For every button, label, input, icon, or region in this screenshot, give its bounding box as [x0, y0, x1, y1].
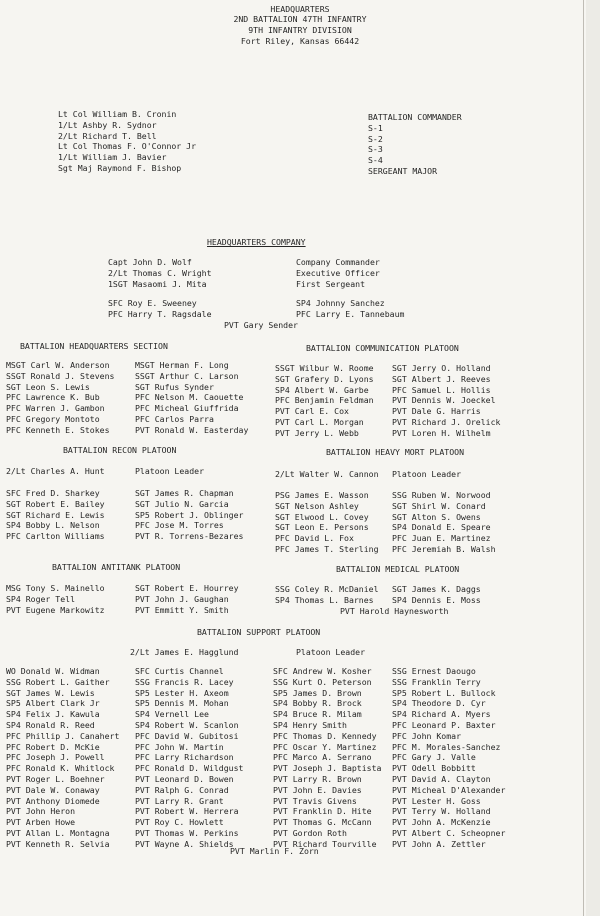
roster-entry: PVT Eugene Markowitz	[6, 604, 105, 615]
staff-name: 1/Lt Ashby R. Sydnor	[58, 119, 157, 130]
roster-entry: SFC Curtis Channel	[135, 666, 224, 676]
roster-entry: SP5 Albert Clark Jr	[6, 698, 100, 709]
roster-entry: PVT John A. Zettler	[392, 838, 486, 849]
roster-entry: PFC Benjamin Feldman	[275, 395, 374, 406]
hq-role: First Sergeant	[296, 278, 366, 289]
roster-entry: SGT Jerry O. Holland	[392, 363, 491, 373]
hq-company-roles	[296, 258, 380, 290]
roster-entry: PFC Carlton Williams	[6, 531, 105, 542]
roster-entry: PFC Nelson M. Caouette	[135, 392, 244, 403]
roster-entry: PFC James T. Sterling	[275, 543, 379, 554]
roster-entry: SSG Robert L. Gaither	[6, 676, 110, 687]
roster-entry: SGT Richard E. Lewis	[6, 509, 105, 520]
antitank-col1	[6, 584, 105, 616]
hq-member: PFC Harry T. Ragsdale	[108, 308, 212, 319]
hq-role: Executive Officer	[296, 267, 380, 278]
roster-entry: PVT Wayne A. Shields	[135, 838, 234, 849]
roster-entry: PFC Kenneth E. Stokes	[6, 424, 110, 435]
roster-entry: SP5 James D. Brown	[273, 687, 362, 698]
roster-entry: PFC Oscar Y. Martinez	[273, 741, 377, 752]
roster-entry: PVT Roy C. Howlett	[135, 817, 224, 828]
roster-entry: PSG James E. Wasson	[275, 490, 369, 500]
roster-entry: PFC Carlos Parra	[135, 413, 214, 424]
roster-entry: SSG Ernest Daougo	[392, 666, 476, 676]
roster-entry: PVT Franklin D. Hite	[273, 806, 372, 817]
support-col4	[392, 667, 505, 851]
roster-entry: PFC Robert D. McKie	[6, 741, 100, 752]
roster-entry: PFC M. Morales-Sanchez	[392, 741, 501, 752]
support-leader-role: Platoon Leader	[296, 647, 366, 657]
roster-entry: PFC John Komar	[392, 730, 462, 741]
hq-role: Company Commander	[296, 257, 380, 267]
roster-entry: SGT Robert E. Hourrey	[135, 583, 239, 593]
medical-col2	[392, 585, 481, 607]
roster-entry: PVT Thomas G. McCann	[273, 817, 372, 828]
roster-entry: SP4 Felix J. Kawula	[6, 709, 100, 720]
roster-entry: SSGT Arthur C. Larson	[135, 370, 239, 381]
recon-title: BATTALION RECON PLATOON	[63, 445, 177, 455]
roster-entry: PVT John A. McKenzie	[392, 817, 491, 828]
roster-entry: SP4 Bobby L. Nelson	[6, 520, 100, 531]
hq-officer: Capt John D. Wolf	[108, 257, 192, 267]
roster-entry: PFC Gregory Montoto	[6, 413, 100, 424]
roster-entry: PVT John J. Gaughan	[135, 593, 229, 604]
roster-entry: PVT John E. Davies	[273, 784, 362, 795]
support-leader: 2/Lt James E. Hagglund	[130, 647, 239, 657]
roster-entry: PVT Loren H. Wilhelm	[392, 427, 491, 438]
roster-entry: SGT Grafery D. Lyons	[275, 373, 374, 384]
mort-col1	[275, 491, 379, 556]
roster-entry: PVT Gordon Roth	[273, 827, 347, 838]
hq-company-title: HEADQUARTERS COMPANY	[207, 237, 306, 247]
staff-roles	[368, 113, 462, 178]
roster-entry: PVT Allan L. Montagna	[6, 827, 110, 838]
roster-entry: MSGT Herman F. Long	[135, 360, 229, 370]
mort-title: BATTALION HEAVY MORT PLATOON	[326, 447, 465, 457]
roster-entry: PFC Ronald D. Wildgust	[135, 763, 244, 774]
roster-entry: PVT Roger L. Boehner	[6, 773, 105, 784]
header-line-1: HEADQUARTERS	[270, 4, 330, 14]
roster-entry: SGT Shirl W. Conard	[392, 500, 486, 511]
roster-entry: PVT Terry W. Holland	[392, 806, 491, 817]
medical-title: BATTALION MEDICAL PLATOON	[336, 564, 460, 574]
mort-leader: 2/Lt Walter W. Cannon	[275, 469, 379, 479]
roster-entry: SGT Alton S. Owens	[392, 511, 481, 522]
roster-entry: PFC Lawrence K. Bub	[6, 392, 100, 403]
recon-leader-role: Platoon Leader	[135, 466, 205, 476]
roster-entry: PVT Anthony Diomede	[6, 795, 100, 806]
hq-company-col2	[296, 299, 404, 321]
roster-entry: PVT Joseph J. Baptista	[273, 763, 382, 774]
roster-entry: PVT Ronald W. Easterday	[135, 424, 249, 435]
roster-entry: PFC Ronald K. Whitlock	[6, 763, 115, 774]
comm-col2	[392, 364, 500, 440]
roster-entry: SP4 Robert W. Scanlon	[135, 719, 239, 730]
roster-entry: SP4 Roger Tell	[6, 593, 76, 604]
roster-entry: SP5 Lester H. Axeom	[135, 687, 229, 698]
roster-entry: PVT Dale G. Harris	[392, 406, 481, 417]
staff-role: S-2	[368, 133, 383, 144]
roster-entry: SP4 Vernell Lee	[135, 709, 209, 720]
roster-entry: SSG Ruben W. Norwood	[392, 490, 491, 500]
hq-officer: 2/Lt Thomas C. Wright	[108, 267, 212, 278]
roster-entry: SSG Kurt O. Peterson	[273, 676, 372, 687]
roster-entry: SP4 Richard A. Myers	[392, 709, 491, 720]
staff-name: Sgt Maj Raymond F. Bishop	[58, 162, 182, 173]
hq-company-col1	[108, 299, 212, 321]
roster-entry: PVT John Heron	[6, 806, 76, 817]
roster-entry: PFC Marco A. Serrano	[273, 752, 372, 763]
hq-member: SFC Roy E. Sweeney	[108, 298, 197, 308]
roster-entry: SFC Fred D. Sharkey	[6, 488, 100, 498]
staff-role: S-4	[368, 155, 383, 166]
bhs-title: BATTALION HEADQUARTERS SECTION	[20, 341, 168, 351]
roster-entry: PFC Larry Richardson	[135, 752, 234, 763]
roster-entry: PVT Odell Bobbitt	[392, 763, 476, 774]
recon-leader: 2/Lt Charles A. Hunt	[6, 466, 105, 476]
roster-entry: PFC Jose M. Torres	[135, 520, 224, 531]
roster-entry: SSGT Ronald J. Stevens	[6, 370, 115, 381]
roster-entry: SGT James K. Daggs	[392, 584, 481, 594]
roster-entry: SGT Nelson Ashley	[275, 500, 359, 511]
header-line-4: Fort Riley, Kansas 66442	[240, 36, 360, 46]
comm-title: BATTALION COMMUNICATION PLATOON	[306, 343, 459, 353]
hq-company-center: PVT Gary Sender	[224, 320, 298, 330]
roster-entry: PFC Juan E. Martinez	[392, 533, 491, 544]
support-col1	[6, 667, 119, 851]
roster-entry: SSG Franklin Terry	[392, 676, 481, 687]
roster-entry: PVT Robert W. Herrera	[135, 806, 239, 817]
staff-role: SERGEANT MAJOR	[368, 165, 438, 176]
roster-entry: PVT Kenneth R. Selvia	[6, 838, 110, 849]
roster-entry: SGT James W. Lewis	[6, 687, 95, 698]
roster-entry: SP4 Ronald R. Reed	[6, 719, 95, 730]
antitank-col2	[135, 584, 239, 616]
roster-entry: SFC Andrew W. Kosher	[273, 666, 372, 676]
roster-entry: SGT Rufus Synder	[135, 381, 214, 392]
roster-entry: PFC Gary J. Valle	[392, 752, 476, 763]
staff-names	[58, 110, 196, 175]
roster-entry: PFC Leonard P. Baxter	[392, 719, 496, 730]
hq-officer: 1SGT Masaomi J. Mita	[108, 278, 207, 289]
staff-role: BATTALION COMMANDER	[368, 112, 462, 122]
roster-entry: PVT Thomas W. Perkins	[135, 827, 239, 838]
roster-entry: SP4 Donald E. Speare	[392, 522, 491, 533]
roster-entry: PFC Micheal Giuffrida	[135, 403, 239, 414]
roster-entry: PVT Travis Givens	[273, 795, 357, 806]
header-line-3: 9TH INFANTRY DIVISION	[248, 25, 352, 35]
roster-entry: PVT Dale W. Conaway	[6, 784, 100, 795]
bhs-col2	[135, 361, 248, 437]
mort-col2	[392, 491, 496, 556]
roster-entry: PVT Micheal D'Alexander	[392, 784, 506, 795]
roster-entry: SP5 Dennis M. Mohan	[135, 698, 229, 709]
roster-entry: PVT David A. Clayton	[392, 773, 491, 784]
roster-entry: PVT Larry R. Brown	[273, 773, 362, 784]
roster-entry: SGT Elwood L. Covey	[275, 511, 369, 522]
roster-entry: PFC Warren J. Gambon	[6, 403, 105, 414]
roster-entry: PVT R. Torrens-Bezares	[135, 531, 244, 542]
roster-entry: SP4 Dennis E. Moss	[392, 594, 481, 605]
roster-entry: SP5 Robert L. Bullock	[392, 687, 496, 698]
roster-entry: SGT Leon E. Persons	[275, 522, 369, 533]
staff-name: Lt Col William B. Cronin	[58, 109, 177, 119]
roster-entry: PVT Dennis W. Joeckel	[392, 395, 496, 406]
roster-entry: SP4 Bobby R. Brock	[273, 698, 362, 709]
roster-entry: PVT Carl L. Morgan	[275, 416, 364, 427]
roster-entry: PVT Leonard D. Bowen	[135, 773, 234, 784]
roster-entry: SSGT Wilbur W. Roome	[275, 363, 374, 373]
roster-entry: PVT Jerry L. Webb	[275, 427, 359, 438]
support-col3	[273, 667, 381, 851]
roster-entry: PVT Arben Howe	[6, 817, 76, 828]
support-center: PVT Marlin F. Zorn	[230, 846, 319, 856]
roster-entry: SP4 Thomas L. Barnes	[275, 594, 374, 605]
staff-name: 1/Lt William J. Bavier	[58, 152, 167, 163]
roster-entry: SGT James R. Chapman	[135, 488, 234, 498]
roster-entry: PVT Carl E. Cox	[275, 406, 349, 417]
roster-entry: SGT Leon S. Lewis	[6, 381, 90, 392]
roster-entry: SP5 Robert J. Oblinger	[135, 509, 244, 520]
roster-entry: SGT Albert J. Reeves	[392, 373, 491, 384]
header-line-2: 2ND BATTALION 47TH INFANTRY	[233, 14, 367, 24]
roster-entry: PFC Samuel L. Hollis	[392, 384, 491, 395]
roster-entry: MSGT Carl W. Anderson	[6, 360, 110, 370]
roster-entry: WO Donald W. Widman	[6, 666, 100, 676]
comm-col1	[275, 364, 374, 440]
roster-entry: PFC Thomas D. Kennedy	[273, 730, 377, 741]
roster-entry: SP4 Henry Smith	[273, 719, 347, 730]
roster-entry: PFC Joseph J. Powell	[6, 752, 105, 763]
roster-entry: PFC Phillip J. Canahert	[6, 730, 120, 741]
page-edge-shadow	[586, 0, 600, 916]
staff-role: S-1	[368, 122, 383, 133]
roster-entry: SGT Robert E. Bailey	[6, 498, 105, 509]
roster-entry: PFC Jeremiah B. Walsh	[392, 543, 496, 554]
roster-entry: PFC John W. Martin	[135, 741, 224, 752]
support-col2	[135, 667, 243, 851]
roster-entry: PVT Ralph G. Conrad	[135, 784, 229, 795]
roster-entry: PVT Richard Tourville	[273, 838, 377, 849]
roster-entry: PVT Emmitt Y. Smith	[135, 604, 229, 615]
page-edge-line	[583, 0, 584, 916]
support-title: BATTALION SUPPORT PLATOON	[197, 627, 321, 637]
roster-entry: SP4 Albert W. Garbe	[275, 384, 369, 395]
roster-entry: SSG Coley R. McDaniel	[275, 584, 379, 594]
roster-entry: PVT Richard J. Orelick	[392, 416, 501, 427]
recon-col2	[135, 489, 243, 543]
roster-entry: PVT Lester H. Goss	[392, 795, 481, 806]
roster-entry: MSG Tony S. Mainello	[6, 583, 105, 593]
antitank-title: BATTALION ANTITANK PLATOON	[52, 562, 181, 572]
staff-name: Lt Col Thomas F. O'Connor Jr	[58, 141, 197, 152]
mort-leader-role: Platoon Leader	[392, 469, 462, 479]
roster-entry: SSG Francis R. Lacey	[135, 676, 234, 687]
hq-member: SP4 Johnny Sanchez	[296, 298, 385, 308]
roster-entry: SP4 Bruce R. Milam	[273, 709, 362, 720]
staff-role: S-3	[368, 144, 383, 155]
medical-center: PVT Harold Haynesworth	[340, 606, 449, 616]
hq-member: PFC Larry E. Tannebaum	[296, 308, 405, 319]
roster-entry: SGT Julio N. Garcia	[135, 498, 229, 509]
roster-entry: PVT Larry R. Grant	[135, 795, 224, 806]
roster-entry: PFC David L. Fox	[275, 533, 354, 544]
medical-col1	[275, 585, 379, 607]
roster-entry: PFC David W. Gubitosi	[135, 730, 239, 741]
roster-entry: PVT Albert C. Scheopner	[392, 827, 506, 838]
staff-name: 2/Lt Richard T. Bell	[58, 130, 157, 141]
recon-col1	[6, 489, 105, 543]
hq-company-officers	[108, 258, 212, 290]
roster-entry: SP4 Theodore D. Cyr	[392, 698, 486, 709]
bhs-col1	[6, 361, 114, 437]
